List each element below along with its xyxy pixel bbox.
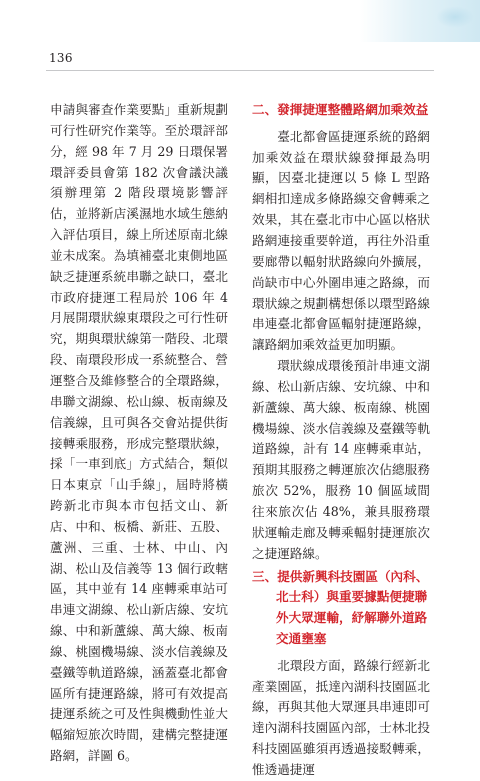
section-two-heading: 二、發揮捷運整體路網加乘效益 [252,102,429,117]
header-divider [46,70,434,71]
section-three-paragraph-1: 北環段方面，路線行經新北產業園區，抵達內湖科技園區北線，再與其他大眾運具串連即可達內湖科技園區內部，士林北投科技園區雖須再透過接駁轉乘，惟透過捷運 [252,657,430,777]
section-two-paragraph-1: 臺北都會區捷運系統的路網加乘效益在環狀線發揮最為明顯，因臺北捷運以 5 條 L 型路網相扣達成多條路線交會轉乘之效果，其在臺北市中心區以格狀路網連接重要幹道，再往外沿重要廊帶以輻射狀路線向外擴展，尚缺市中心外圍串連之路線，而環狀線之規劃構想係以環型路線串連臺北都會區輻射捷運路線，讓路網加乘效益更加明顯。 [252,128,430,353]
right-column [252,100,430,781]
left-column-paragraph: 申請與審查作業要點」重新規劃可行性研究作業等。至於環評部分，經 98 年 7 月 29 日環保署環評委員會第 182 次會議決議須辦理第 2 階段環境影響評估，並將新店溪濕地水域生態納入評估項目，線上所述原南北線並未成案。為填補臺北東側地區缺乏捷運系統串聯之缺口，臺北市政府捷運工程局於 106 年 4 月展開環狀線東環段之可行性研究，期與環狀線第一階段、北環段、南環段形成一系統整合、營運整合及維修整合的全環路線，串聯文湖線、松山線、板南線及信義線，且可與各交會站提供街接轉乘服務，形成完整環狀線，採「一車到底」方式結合，類似日本東京「山手線」，屆時將橫跨新北市與本市包括文山、新店、中和、板橋、新莊、五股、蘆洲、三重、士林、中山、內湖、松山及信義等 13 個行政轄區，其中並有 14 座轉乘車站可串連文湖線、松山新店線、安坑線、中和新蘆線、萬大線、板南線、桃園機場線、淡水信義線及臺鐵等軌道路線，涵蓋臺北都會區所有捷運路線，將可有效提高捷運系統之可及性與機動性並大幅縮短旅次時間，建構完整捷運路網，詳圖 6。 [50,102,228,764]
section-two-paragraph-2: 環狀線成環後預計串連文湖線、松山新店線、安坑線、中和新蘆線、萬大線、板南線、桃園機場線、淡水信義線及臺鐵等軌道路線，計有 14 座轉乘車站，預期其服務之轉運旅次佔總服務旅次 52%，服務 10 個區域間往來旅次佔 48%，兼具服務環狀運輸走廊及轉乘輻射捷運旅次之捷運路線。 [252,358,430,561]
section-three-heading: 三、提供新興科技園區（內科、北士科）與重要據點便捷聯外大眾運輸，紓解聯外道路交通壅塞 [252,568,429,646]
corner-decoration [360,0,480,42]
page-number: 136 [49,51,73,65]
left-column [50,100,228,767]
